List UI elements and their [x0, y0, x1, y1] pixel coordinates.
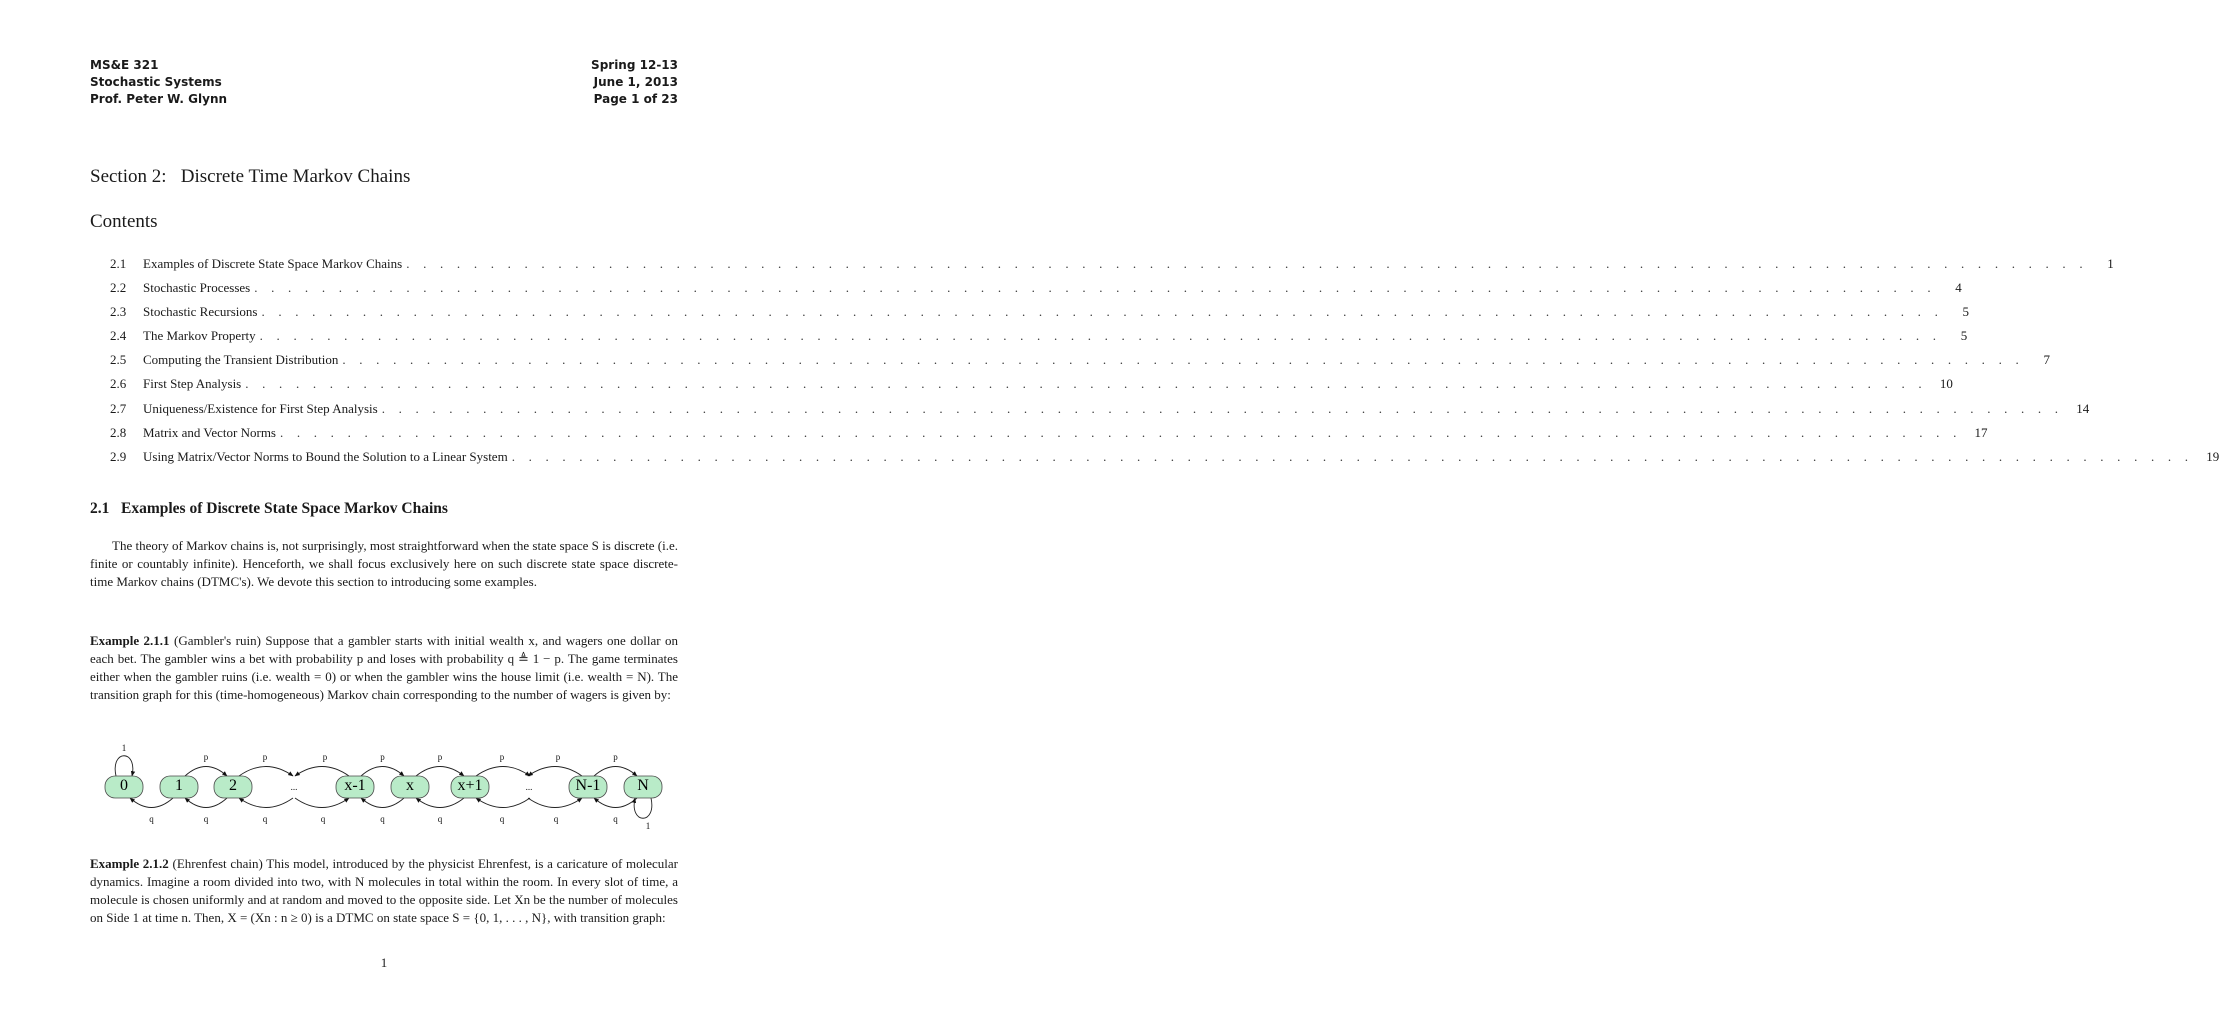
toc-row[interactable] — [110, 304, 1970, 328]
toc-number: 2.9 — [110, 448, 127, 464]
state-node-label: N-1 — [575, 777, 601, 794]
toc-leader-dots: . . . . . . . . . . . . . . . . . . . . . . . . . . . . . . . . . . . . . . . . . . . . . . . . . . . . . . . . . . . . . . . . . . . . . . . . . . . . . . . . . . . . . . . . . . . . . . . . . . . . — [381, 400, 2064, 416]
example-1-paragraph — [90, 632, 678, 704]
edge-label-p: p — [322, 752, 328, 762]
edge-q-backward — [416, 798, 464, 808]
state-node-label: x-1 — [344, 777, 366, 794]
edge-p-forward — [185, 767, 227, 777]
toc-number: 2.5 — [110, 352, 127, 368]
header-left — [90, 57, 227, 108]
example-2-label: Example 2.1.2 — [90, 856, 169, 871]
edge-label-p: p — [613, 752, 618, 762]
toc-row[interactable] — [110, 328, 1968, 352]
toc-title: The Markov Property — [143, 328, 256, 344]
toc-number: 2.7 — [110, 400, 127, 416]
instructor-name: Prof. Peter W. Glynn — [90, 92, 228, 106]
date: June 1, 2013 — [593, 75, 678, 89]
toc-title: Examples of Discrete State Space Markov Chains — [143, 256, 403, 271]
edge-q-backward — [185, 798, 227, 808]
edge-q-backward — [361, 798, 404, 808]
header-right — [591, 57, 678, 108]
toc-leader-dots: . . . . . . . . . . . . . . . . . . . . . . . . . . . . . . . . . . . . . . . . . . . . . . . . . . . . . . . . . . . . . . . . . . . . . . . . . . . . . . . . . . . . . . . . . . . . . . . . . . . . — [406, 256, 2088, 271]
edge-p-forward — [594, 767, 637, 777]
table-of-contents — [110, 256, 2219, 473]
toc-row[interactable] — [110, 280, 1962, 304]
example-2-text: (Ehrenfest chain) This model, introduced by the physicist Ehrenfest, is a caricature of molecular dynamics. Imagine a room divided into two, with N molecules in total within the room. In every slot of time, a molecule is chosen uniformly and at random and moved to the opposite side. Let Xn be the number of molecules on Side 1 at time n. Then, X = (Xn : n ≥ 0) is a DTMC on state space S = {0, 1, . . . , N}, with transition graph: — [90, 856, 678, 925]
self-loop-0 — [115, 756, 133, 776]
state-node-label: 1 — [175, 777, 183, 794]
toc-page: 7 — [2043, 352, 2050, 368]
state-node-label: N — [637, 777, 649, 794]
state-node-label: x+1 — [457, 777, 483, 794]
toc-number: 2.1 — [110, 256, 127, 271]
edge-p-forward — [476, 767, 530, 777]
edge-p-forward — [528, 767, 582, 777]
toc-page: 14 — [2076, 400, 2090, 416]
toc-title: Stochastic Recursions — [143, 304, 258, 320]
toc-row[interactable] — [110, 400, 2090, 425]
edge-label-q: q — [149, 814, 154, 824]
toc-row[interactable] — [110, 376, 1953, 400]
toc-page: 10 — [1939, 376, 1953, 392]
edge-p-forward — [239, 767, 293, 777]
toc-page: 5 — [1962, 304, 1970, 320]
ellipsis-right: ... — [525, 782, 533, 792]
toc-page: 4 — [1955, 280, 1962, 296]
toc-leader-dots: . . . . . . . . . . . . . . . . . . . . . . . . . . . . . . . . . . . . . . . . . . . . . . . . . . . . . . . . . . . . . . . . . . . . . . . . . . . . . . . . . . . . . . . . . . . . . . . . . . . . — [511, 448, 2194, 464]
state-node-label: x — [406, 777, 414, 794]
toc-title: Computing the Transient Distribution — [143, 352, 339, 368]
toc-number: 2.3 — [110, 304, 127, 320]
toc-row[interactable] — [110, 424, 1988, 449]
edge-q-backward — [594, 798, 637, 808]
self-loop-label-0: 1 — [121, 743, 127, 753]
toc-page: 1 — [2107, 256, 2114, 271]
toc-page: 5 — [1960, 328, 1968, 344]
toc-page: 19 — [2206, 448, 2219, 464]
edge-label-q: q — [499, 814, 505, 824]
edge-p-forward — [295, 767, 349, 777]
edge-q-backward — [130, 798, 173, 808]
edge-q-backward — [239, 798, 293, 808]
toc-title: Matrix and Vector Norms — [143, 424, 276, 440]
edge-label-p: p — [380, 752, 385, 762]
toc-leader-dots: . . . . . . . . . . . . . . . . . . . . . . . . . . . . . . . . . . . . . . . . . . . . . . . . . . . . . . . . . . . . . . . . . . . . . . . . . . . . . . . . . . . . . . . . . . . . . . . . . . . . — [259, 328, 1942, 344]
toc-title: Uniqueness/Existence for First Step Analysis — [143, 400, 378, 416]
edge-label-q: q — [437, 814, 443, 824]
toc-number: 2.8 — [110, 424, 127, 440]
gamblers-ruin-transition-graph — [90, 742, 680, 832]
toc-number: 2.6 — [110, 376, 127, 392]
contents-heading: Contents — [90, 211, 158, 232]
toc-row[interactable] — [110, 448, 2219, 473]
course-subject: Stochastic Systems — [90, 75, 222, 89]
example-1-label: Example 2.1.1 — [90, 633, 170, 648]
edge-label-p: p — [203, 752, 209, 762]
node-layer — [105, 776, 662, 798]
self-loop-label-N: 1 — [645, 821, 651, 831]
self-loop-N — [634, 798, 652, 818]
intro-text: The theory of Markov chains is, not surprisingly, most straightforward when the state space S is discrete (i.e. finite or countably infinite). Henceforth, we shall focus exclusively here on such discrete state space discrete-time Markov chains (DTMC's). We devote this section to introducing some examples. — [90, 538, 678, 589]
edge-label-q: q — [262, 814, 268, 824]
toc-title: Stochastic Processes — [143, 280, 251, 296]
toc-number: 2.2 — [110, 280, 127, 296]
edge-label-q: q — [380, 814, 385, 824]
example-1-text: (Gambler's ruin) Suppose that a gambler starts with initial wealth x, and wagers one dollar on each bet. The gambler wins a bet with probability p and loses with probability q ≜ 1 − p. The game terminates either when the gambler ruins (i.e. wealth = 0) or when the gambler wins the house limit (i.e. wealth = N). The transition graph for this (time-homogeneous) Markov chain corresponding to the number of wagers is given by: — [90, 633, 678, 702]
toc-leader-dots: . . . . . . . . . . . . . . . . . . . . . . . . . . . . . . . . . . . . . . . . . . . . . . . . . . . . . . . . . . . . . . . . . . . . . . . . . . . . . . . . . . . . . . . . . . . . . . . . . . . . — [261, 304, 1944, 320]
page-indicator: Page 1 of 23 — [593, 92, 678, 106]
toc-leader-dots: . . . . . . . . . . . . . . . . . . . . . . . . . . . . . . . . . . . . . . . . . . . . . . . . . . . . . . . . . . . . . . . . . . . . . . . . . . . . . . . . . . . . . . . . . . . . . . . . . . . . — [245, 376, 1927, 392]
intro-paragraph — [90, 537, 678, 591]
edge-p-forward — [361, 767, 404, 777]
edge-label-p: p — [262, 752, 268, 762]
toc-title: First Step Analysis — [143, 376, 242, 392]
edge-q-backward — [476, 798, 530, 808]
ellipsis-left: ... — [290, 782, 298, 792]
edge-label-q: q — [203, 814, 209, 824]
toc-leader-dots: . . . . . . . . . . . . . . . . . . . . . . . . . . . . . . . . . . . . . . . . . . . . . . . . . . . . . . . . . . . . . . . . . . . . . . . . . . . . . . . . . . . . . . . . . . . . . . . . . . . . — [342, 352, 2024, 368]
edge-label-q: q — [320, 814, 326, 824]
edge-label-p: p — [499, 752, 505, 762]
section-title: Section 2: Discrete Time Markov Chains — [90, 166, 411, 187]
toc-leader-dots: . . . . . . . . . . . . . . . . . . . . . . . . . . . . . . . . . . . . . . . . . . . . . . . . . . . . . . . . . . . . . . . . . . . . . . . . . . . . . . . . . . . . . . . . . . . . . . . . . . . . — [254, 280, 1936, 296]
state-node-label: 0 — [120, 777, 128, 794]
edge-label-p: p — [437, 752, 443, 762]
edge-q-backward — [295, 798, 349, 808]
edge-label-p: p — [555, 752, 561, 762]
state-node-label: 2 — [229, 777, 237, 794]
edge-label-q: q — [553, 814, 559, 824]
example-2-paragraph — [90, 855, 678, 927]
subsection-title: 2.1 Examples of Discrete State Space Markov Chains — [90, 500, 448, 517]
course-code: MS&E 321 — [90, 58, 159, 72]
edge-p-forward — [416, 767, 464, 777]
toc-number: 2.4 — [110, 328, 127, 344]
page-number: 1 — [380, 955, 388, 970]
edge-label-q: q — [613, 814, 618, 824]
toc-leader-dots: . . . . . . . . . . . . . . . . . . . . . . . . . . . . . . . . . . . . . . . . . . . . . . . . . . . . . . . . . . . . . . . . . . . . . . . . . . . . . . . . . . . . . . . . . . . . . . . . . . . . — [279, 424, 1962, 440]
toc-page: 17 — [1974, 424, 1988, 440]
toc-title: Using Matrix/Vector Norms to Bound the Solution to a Linear System — [143, 448, 508, 464]
toc-row[interactable] — [110, 256, 2114, 280]
term: Spring 12-13 — [591, 58, 678, 72]
edge-q-backward — [528, 798, 582, 808]
toc-row[interactable] — [110, 352, 2050, 376]
